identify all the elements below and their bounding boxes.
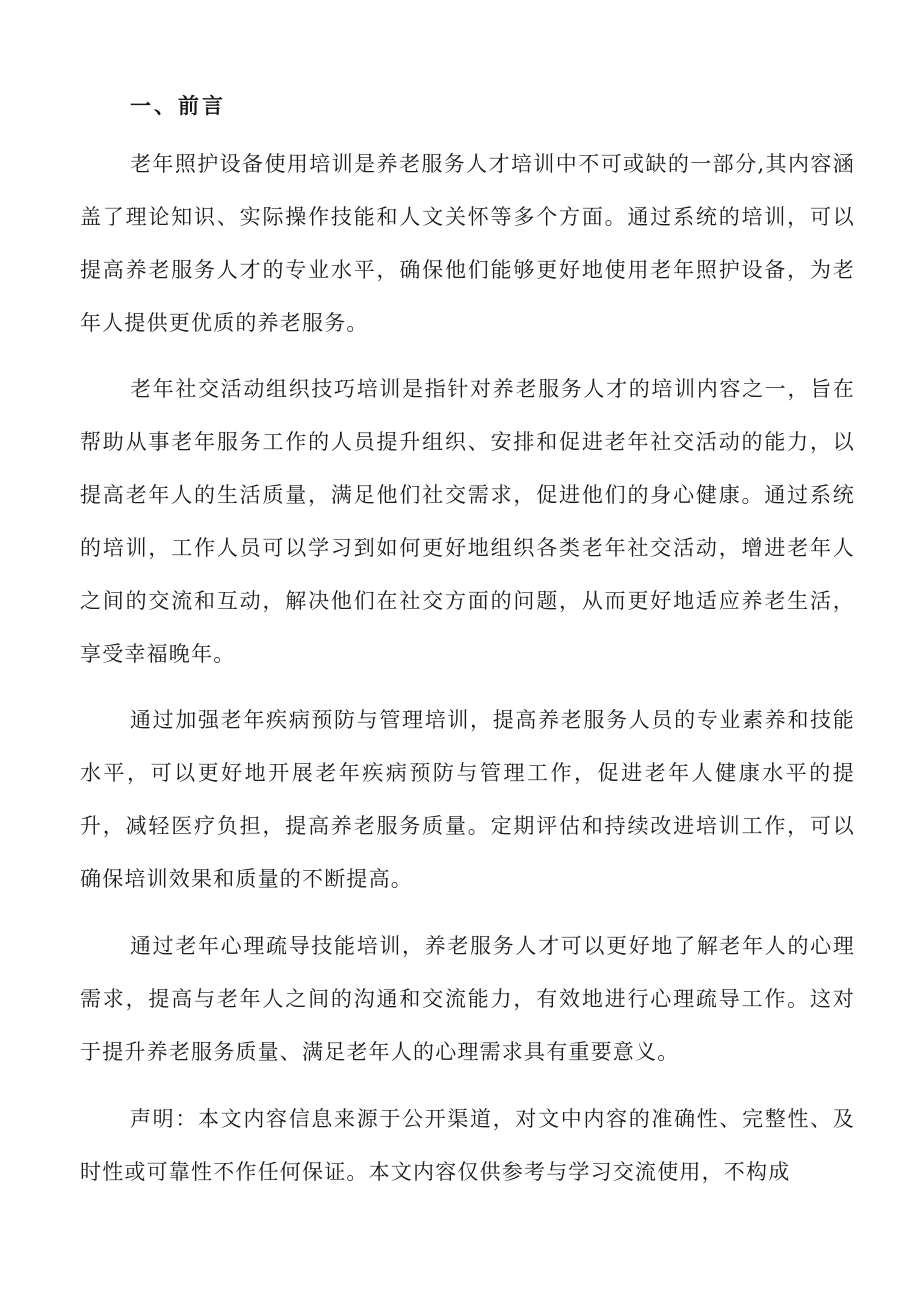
paragraph-disclaimer: 声明：本文内容信息来源于公开渠道，对文中内容的准确性、完整性、及时性或可靠性不作任何保证。本文内容仅供参考与学习交流使用，不构成 — [80, 1107, 855, 1184]
section-heading: 一、前言 — [130, 93, 226, 118]
paragraph-psychological-counseling-training: 通过老年心理疏导技能培训，养老服务人才可以更好地了解老年人的心理需求，提高与老年人之间的沟通和交流能力，有效地进行心理疏导工作。这对于提升养老服务质量、满足老年人的心理需求具有重要意义。 — [80, 934, 855, 1064]
paragraph-equipment-training: 老年照护设备使用培训是养老服务人才培训中不可或缺的一部分,其内容涵盖了理论知识、实际操作技能和人文关怀等多个方面。通过系统的培训，可以提高养老服务人才的专业水平，确保他们能够更好地使用老年照护设备，为老年人提供更优质的养老服务。 — [80, 152, 855, 335]
paragraph-social-activity-training: 老年社交活动组织技巧培训是指针对养老服务人才的培训内容之一，旨在帮助从事老年服务工作的人员提升组织、安排和促进老年社交活动的能力，以提高老年人的生活质量，满足他们社交需求，促进他们的身心健康。通过系统的培训，工作人员可以学习到如何更好地组织各类老年社交活动，增进老年人之间的交流和互动，解决他们在社交方面的问题，从而更好地适应养老生活，享受幸福晚年。 — [80, 377, 855, 666]
paragraph-disease-prevention-training: 通过加强老年疾病预防与管理培训，提高养老服务人员的专业素养和技能水平，可以更好地开展老年疾病预防与管理工作，促进老年人健康水平的提升，减轻医疗负担，提高养老服务质量。定期评估和持续改进培训工作，可以确保培训效果和质量的不断提高。 — [80, 708, 855, 891]
